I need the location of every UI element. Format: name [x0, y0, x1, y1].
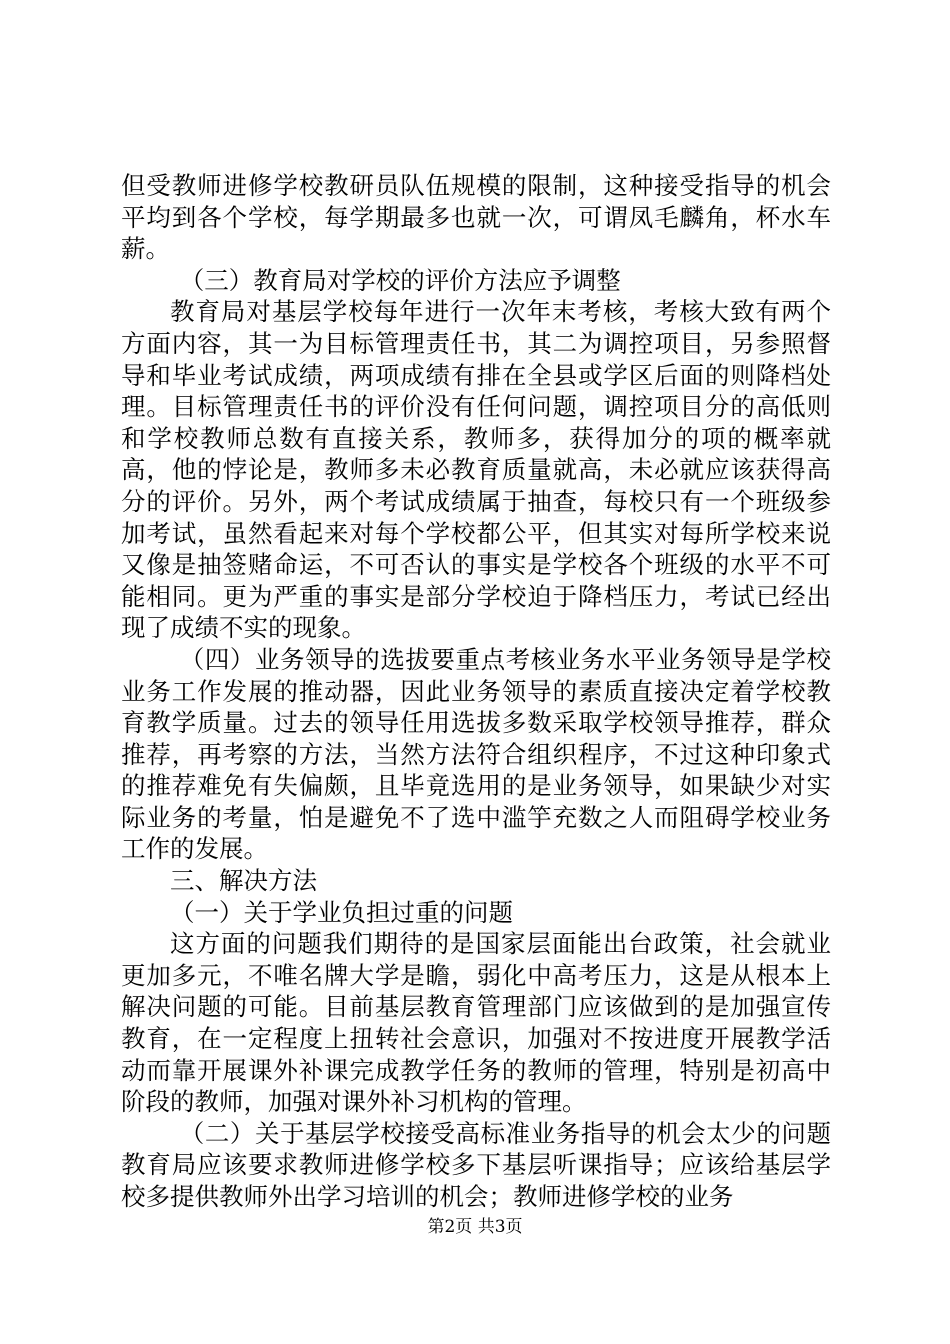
- page-number-footer: 第2页 共3页: [427, 1217, 523, 1237]
- paragraph-leader-selection: （四）业务领导的选拔要重点考核业务水平业务领导是学校业务工作发展的推动器，因此业务领导的素质直接决定着学校教育教学质量。过去的领导任用选拔多数采取学校领导推荐，群众推荐，再考察的方法，当然方法符合组织程序，不过这种印象式的推荐难免有失偏颇，且毕竟选用的是业务领导，如果缺少对实际业务的考量，怕是避免不了选中滥竽充数之人而阻碍学校业务工作的发展。: [121, 644, 831, 864]
- section-heading-burden: （一）关于学业负担过重的问题: [170, 897, 513, 927]
- paragraph-evaluation: 教育局对基层学校每年进行一次年末考核，考核大致有两个方面内容，其一为目标管理责任书，其二为调控项目，另参照督导和毕业考试成绩，两项成绩有排在全县或学区后面的则降档处理。目标管理责任书的评价没有任何问题，调控项目分的高低则和学校教师总数有直接关系，教师多，获得加分的项的概率就高，他的悖论是，教师多未必教育质量就高，未必就应该获得高分的评价。另外，两个考试成绩属于抽查，每校只有一个班级参加考试，虽然看起来对每个学校都公平，但其实对每所学校来说又像是抽签赌命运，不可否认的事实是学校各个班级的水平不可能相同。更为严重的事实是部分学校迫于降档压力，考试已经出现了成绩不实的现象。: [121, 297, 831, 643]
- document-body: [121, 170, 831, 1213]
- paragraph-guidance: （二）关于基层学校接受高标准业务指导的机会太少的问题教育局应该要求教师进修学校多下基层听课指导；应该给基层学校多提供教师外出学习培训的机会；教师进修学校的业务: [121, 1118, 831, 1211]
- section-heading-solutions: 三、解决方法: [170, 866, 317, 896]
- section-heading-evaluation: （三）教育局对学校的评价方法应予调整: [179, 265, 621, 295]
- paragraph-continuation: 但受教师进修学校教研员队伍规模的限制，这种接受指导的机会平均到各个学校，每学期最多也就一次，可谓凤毛麟角，杯水车薪。: [121, 171, 831, 264]
- paragraph-burden: 这方面的问题我们期待的是国家层面能出台政策，社会就业更加多元，不唯名牌大学是瞻，弱化中高考压力，这是从根本上解决问题的可能。目前基层教育管理部门应该做到的是加强宣传教育，在一定程度上扭转社会意识，加强对不按进度开展教学活动而靠开展课外补课完成教学任务的教师的管理，特别是初高中阶段的教师，加强对课外补习机构的管理。: [121, 929, 831, 1117]
